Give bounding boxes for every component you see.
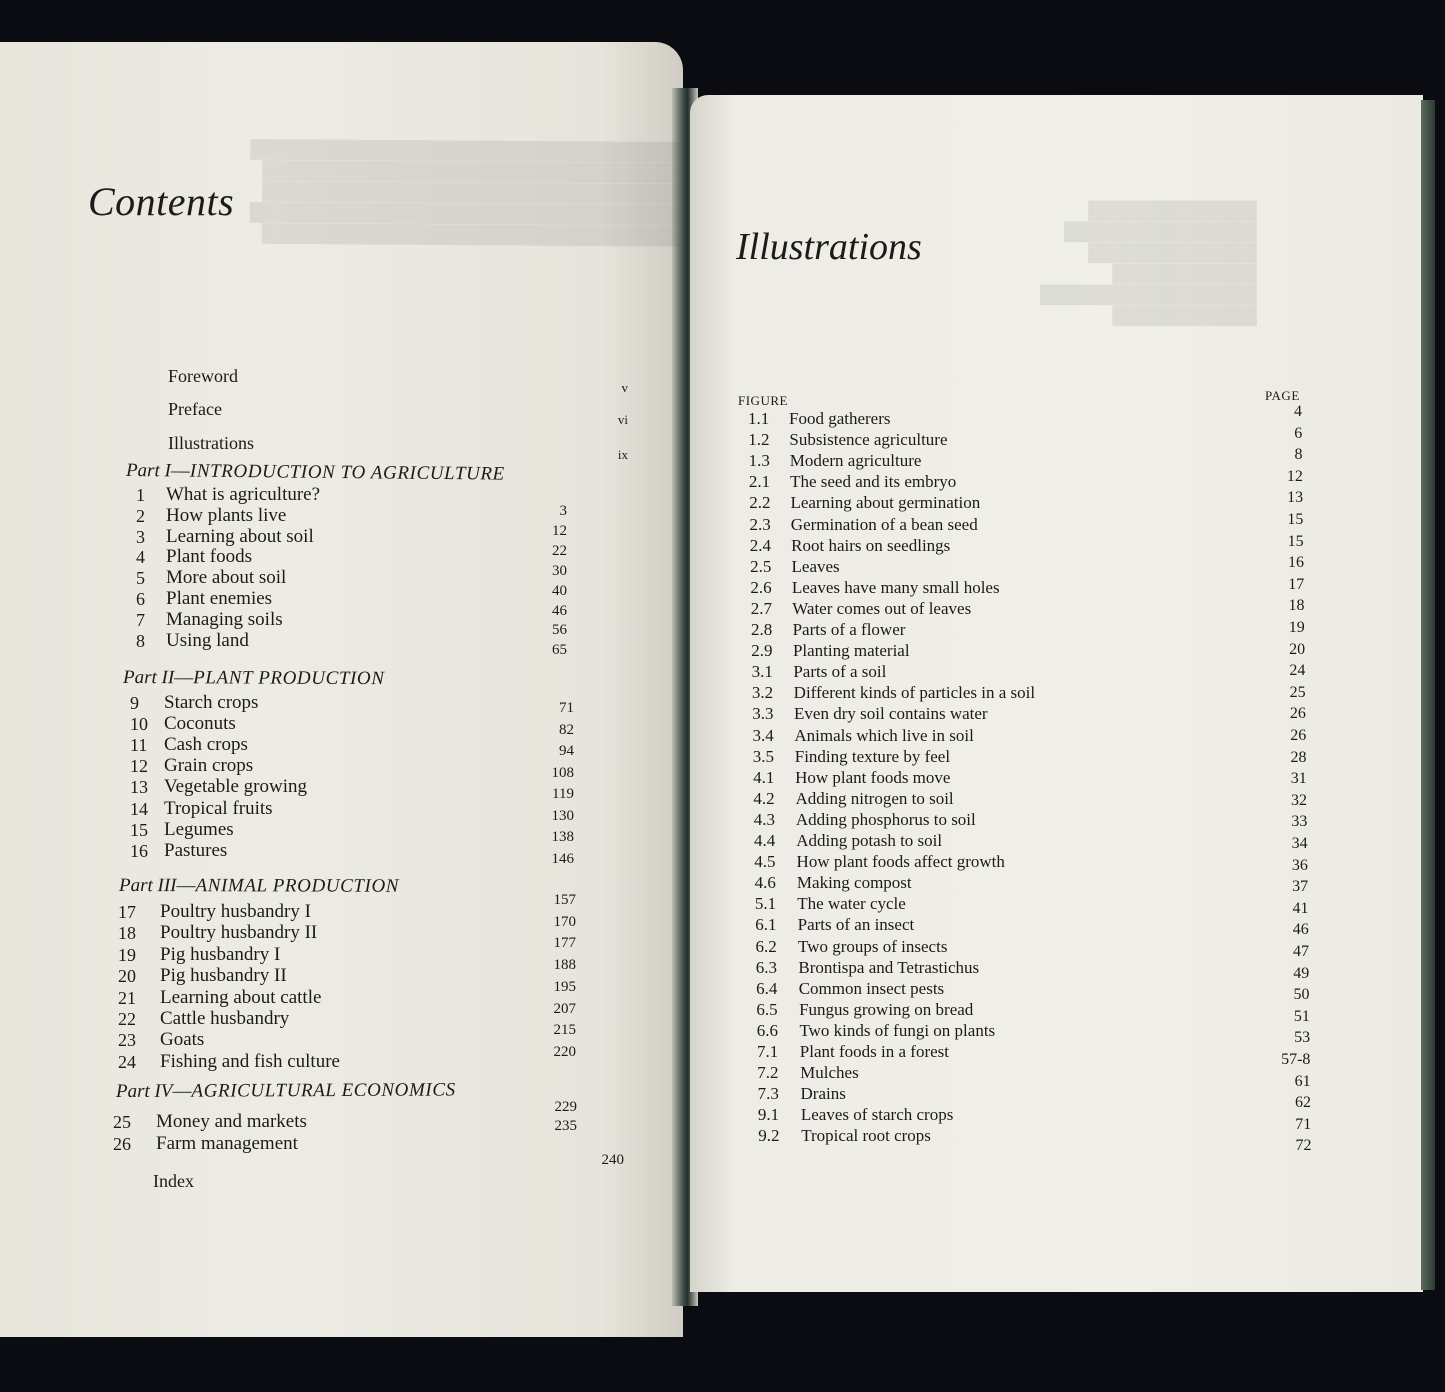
figure-page: 46 [1292,921,1309,939]
chapter-number: 15 [130,819,148,840]
chapter-page: 22 [552,542,567,559]
chapter-title: Pastures [164,839,228,861]
chapter-number: 8 [136,630,145,651]
chapter-number: 7 [136,609,145,630]
chapter-page: 12 [552,522,567,539]
chapter-title: Learning about cattle [160,986,322,1008]
contents-front-matter-label: Foreword [168,366,238,386]
chapter-page: 71 [559,700,574,716]
chapter-number: 12 [130,756,148,777]
chapter-page: 177 [553,935,576,952]
part-dash: — [176,875,196,897]
chapter-title: Learning about soil [166,525,314,547]
chapter-number: 11 [130,735,148,756]
chapter-page: 235 [554,1118,577,1134]
figure-page: 36 [1291,856,1308,874]
part-prefix: Part III [118,875,177,897]
figure-number: 1.1 [748,409,770,428]
figure-title: Animals which live in soil [794,725,974,745]
figure-page: 6 [1294,424,1303,442]
figure-number: 6.3 [755,957,778,977]
figure-number: 7.3 [757,1084,779,1104]
contents-part-heading [119,875,399,898]
figure-number: 4.1 [753,767,775,787]
figure-page: 47 [1293,943,1309,960]
chapter-page: 82 [559,721,574,738]
contents-index-page: 240 [601,1152,624,1168]
figure-page: 37 [1292,878,1309,896]
figure-title: Leaves have many small holes [791,577,1000,597]
chapter-page: 157 [553,892,576,908]
figure-number: 2.2 [749,493,771,513]
part-title: PLANT PRODUCTION [193,667,385,690]
figure-number: 2.9 [751,641,773,661]
chapter-page: 3 [559,503,567,519]
chapter-title: Tropical fruits [164,797,273,819]
figure-page: 19 [1288,619,1305,636]
figure-title: Leaves [791,556,840,576]
figure-number: 4.2 [753,788,775,808]
chapter-title: Grain crops [164,755,254,777]
part-dash: — [172,1080,192,1102]
figure-page: 34 [1291,835,1308,852]
figure-title: Different kinds of particles in a soil [793,683,1036,703]
figure-column-header: FIGURE [738,393,788,408]
figure-number: 9.2 [758,1126,780,1146]
figure-title: The seed and its embryo [790,472,957,492]
figure-number: 7.2 [757,1063,779,1083]
chapter-number: 18 [118,923,136,944]
chapter-page: 220 [553,1043,576,1060]
figure-title: Food gatherers [789,409,891,428]
part-prefix: Part II [122,667,175,689]
chapter-title: Plant foods [166,546,253,568]
figure-title: Brontispa and Tetrastichus [798,957,980,977]
figure-page: 18 [1288,597,1305,615]
contents-part-heading [123,667,385,690]
figure-page: 12 [1286,467,1303,485]
figure-page: 49 [1293,964,1310,982]
figure-number: 3.4 [752,725,774,745]
contents-part-heading [126,460,505,486]
chapter-title: Vegetable growing [164,776,307,798]
figure-title: Adding phosphorus to soil [795,809,976,829]
figure-page: 15 [1287,511,1304,528]
figure-number: 6.5 [756,999,778,1019]
figure-title: Finding texture by feel [794,746,951,766]
chapter-number: 6 [136,589,145,609]
chapter-title: Pig husbandry II [160,965,287,987]
figure-number: 6.2 [755,936,777,956]
chapter-title: Coconuts [164,713,236,735]
part-title: AGRICULTURAL ECONOMICS [191,1079,456,1102]
figure-page: 50 [1293,986,1310,1004]
figure-title: Root hairs on seedlings [791,535,951,555]
chapter-page: 229 [554,1099,577,1115]
contents-front-matter-page: ix [617,447,628,462]
figure-number: 4.3 [753,809,775,829]
figure-page: 20 [1289,640,1306,658]
figure-title: Even dry soil contains water [794,704,988,724]
chapter-page: 56 [552,622,567,639]
chapter-page: 119 [552,786,574,802]
chapter-title: Managing soils [166,608,283,630]
chapter-title: More about soil [166,567,287,589]
chapter-title: Poultry husbandry I [160,901,311,922]
chapter-title: Goats [160,1029,205,1051]
figure-number: 1.2 [748,430,770,450]
figure-page: 15 [1287,532,1304,550]
chapter-number: 19 [118,944,136,965]
chapter-title: What is agriculture? [166,484,321,505]
figure-title: Adding nitrogen to soil [795,788,954,808]
chapter-number: 25 [113,1112,131,1132]
chapter-number: 4 [136,547,145,568]
figure-page: 71 [1295,1115,1312,1133]
figure-page: 25 [1289,683,1306,701]
chapter-title: Legumes [164,818,234,840]
figure-number: 2.1 [748,472,771,492]
figure-title: Common insect pests [798,978,945,998]
chapter-title: Cash crops [164,734,248,756]
contents-front-matter-page: v [621,380,628,395]
chapter-page: 146 [551,850,574,867]
part-prefix: Part I [125,460,171,482]
figure-number: 1.3 [748,451,770,471]
chapter-page: 170 [553,913,576,930]
chapter-page: 30 [552,562,567,579]
chapter-page: 65 [552,642,567,659]
chapter-number: 1 [136,485,145,505]
figure-title: Subsistence agriculture [789,430,948,450]
figure-number: 6.1 [755,915,777,935]
figure-title: Water comes out of leaves [792,598,972,618]
chapter-number: 26 [113,1134,131,1154]
chapter-number: 23 [118,1030,136,1051]
figure-page: 4 [1294,403,1302,420]
figure-number: 4.4 [754,831,776,850]
illustrations-title: Illustrations [736,226,922,268]
chapter-number: 21 [118,987,136,1008]
chapter-title: Using land [166,629,249,651]
chapter-title: Starch crops [164,692,259,713]
figure-page: 17 [1288,575,1305,593]
figure-number: 4.5 [754,852,776,872]
figure-title: The water cycle [797,894,906,914]
figure-title: How plant foods affect growth [796,852,1005,872]
figure-page: 16 [1287,554,1304,572]
figure-title: Plant foods in a forest [799,1042,949,1061]
contents-front-matter-page: vi [617,412,628,427]
contents-index-label: Index [153,1171,194,1191]
figure-title: Two groups of insects [798,936,948,956]
figure-title: Adding potash to soil [796,831,943,850]
figure-number: 9.1 [757,1105,780,1125]
figure-page: 26 [1289,705,1306,723]
figure-number: 4.6 [754,873,776,893]
figure-number: 3.5 [752,746,775,766]
page-column-header: PAGE [1265,388,1300,403]
chapter-number: 3 [136,526,145,547]
figure-page: 32 [1291,791,1308,809]
contents-front-matter-label: Illustrations [168,433,254,453]
chapter-number: 13 [130,777,148,798]
figure-number: 2.3 [749,514,771,534]
part-dash: — [174,667,194,689]
part-prefix: Part IV [115,1080,173,1102]
chapter-page: 130 [551,807,574,824]
figure-page: 8 [1294,446,1303,464]
figure-title: Learning about germination [790,493,981,513]
figure-page: 53 [1294,1029,1311,1047]
figure-page: 24 [1289,662,1306,680]
figure-number: 6.4 [756,978,778,998]
figure-number: 2.8 [751,620,773,639]
chapter-number: 5 [136,568,145,589]
figure-number: 6.6 [756,1020,778,1040]
chapter-number: 17 [118,902,136,922]
chapter-page: 195 [553,978,576,995]
figure-page: 57-8 [1281,1051,1311,1068]
figure-number: 7.1 [757,1042,779,1061]
figure-number: 3.1 [751,662,773,682]
figure-title: Making compost [796,873,912,893]
figure-title: Drains [800,1084,846,1104]
figure-title: Two kinds of fungi on plants [799,1020,996,1040]
figure-number: 2.5 [750,556,772,576]
chapter-title: How plants live [166,504,287,526]
chapter-page: 215 [553,1022,576,1039]
chapter-title: Money and markets [156,1111,307,1132]
figure-title: Germination of a bean seed [790,514,978,534]
part-dash: — [170,460,190,482]
figure-number: 5.1 [754,894,777,914]
figure-page: 28 [1290,748,1307,766]
book-cover-edge [1421,100,1435,1290]
figure-number: 2.6 [750,577,772,597]
figure-page: 51 [1293,1007,1310,1025]
figure-page: 13 [1287,489,1304,507]
figure-page: 31 [1290,770,1307,788]
figure-page: 62 [1294,1094,1311,1112]
chapter-number: 14 [130,798,148,819]
part-title: ANIMAL PRODUCTION [195,875,400,897]
figure-page: 41 [1292,899,1309,917]
chapter-number: 2 [136,505,145,526]
figure-title: Parts of a soil [793,662,887,682]
chapter-title: Farm management [156,1133,298,1154]
chapter-title: Poultry husbandry II [160,922,318,944]
chapter-page: 188 [553,957,576,974]
figure-number: 3.3 [752,704,774,724]
figure-page: 72 [1295,1137,1312,1155]
chapter-number: 20 [118,966,136,987]
chapter-page: 94 [559,743,574,759]
figure-number: 3.2 [751,683,774,703]
figure-title: Parts of a flower [792,620,906,639]
chapter-page: 108 [551,764,574,781]
figure-title: Planting material [792,641,910,661]
contents-front-matter-label: Preface [168,399,222,419]
figure-title: Leaves of starch crops [800,1105,954,1125]
figure-page: 26 [1290,727,1307,744]
figure-number: 2.4 [749,535,772,555]
chapter-title: Cattle husbandry [160,1008,290,1029]
chapter-number: 22 [118,1009,136,1029]
figure-title: Modern agriculture [789,451,922,471]
contents-title: Contents [88,179,235,224]
figure-title: Mulches [800,1063,859,1083]
chapter-number: 16 [130,840,148,861]
figure-title: Tropical root crops [801,1126,931,1146]
figure-title: Fungus growing on bread [799,999,974,1019]
chapter-number: 9 [130,693,139,713]
chapter-title: Fishing and fish culture [160,1050,340,1072]
chapter-page: 46 [552,602,567,619]
figure-title: How plant foods move [795,767,951,787]
chapter-number: 10 [130,714,148,735]
chapter-title: Plant enemies [166,588,273,609]
figure-page: 33 [1291,813,1308,831]
contents-part-heading [116,1080,456,1103]
part-title: INTRODUCTION TO AGRICULTURE [189,460,505,485]
chapter-title: Pig husbandry I [160,943,281,965]
figure-number: 2.7 [750,598,772,618]
chapter-number: 24 [118,1051,136,1072]
chapter-page: 138 [551,829,574,845]
figure-page: 61 [1294,1072,1311,1090]
figure-title: Parts of an insect [797,915,915,935]
chapter-page: 207 [553,1000,576,1017]
chapter-page: 40 [552,582,567,599]
